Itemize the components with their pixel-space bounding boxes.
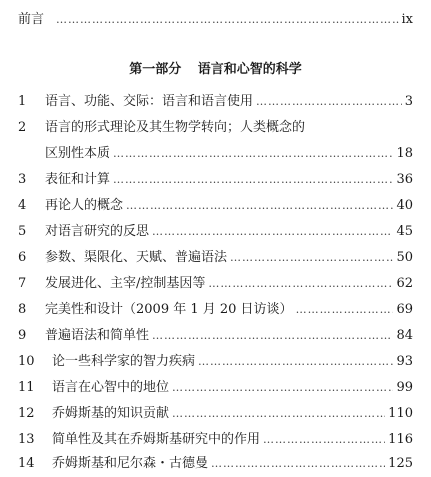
toc-entry-number: 3 [18, 172, 27, 187]
toc-entry[interactable] [0, 328, 431, 344]
toc-page-number: 99 [396, 380, 413, 395]
toc-entry-title: 简单性及其在乔姆斯基研究中的作用 [52, 432, 261, 447]
toc-dot-leader [256, 94, 402, 110]
toc-page-number: 3 [404, 94, 413, 109]
toc-entry[interactable] [0, 302, 431, 318]
toc-entry[interactable] [0, 224, 431, 240]
toc-page-number: 84 [396, 328, 413, 343]
toc-entry-title: 论一些科学家的智力疾病 [52, 354, 196, 369]
toc-entry[interactable] [0, 432, 431, 448]
toc-entry-number: 10 [18, 354, 35, 369]
toc-entry-title-continued: 区别性本质 [45, 146, 111, 161]
toc-entry[interactable] [0, 94, 431, 110]
toc-preface-entry[interactable] [0, 12, 431, 28]
toc-dot-leader [152, 224, 393, 240]
toc-entry-title: 语言在心智中的地位 [52, 380, 170, 395]
toc-entry-title: 发展进化、主宰/控制基因等 [45, 276, 206, 291]
toc-page-number: ix [401, 12, 413, 27]
toc-entry[interactable] [0, 250, 431, 266]
toc-entry-continuation[interactable] [0, 146, 431, 162]
toc-page-number: 18 [396, 146, 413, 161]
toc-dot-leader [211, 456, 385, 472]
toc-dot-leader [126, 198, 393, 214]
toc-page-number: 116 [388, 432, 413, 447]
toc-entry[interactable] [0, 456, 431, 472]
toc-page-number: 40 [396, 198, 413, 213]
toc-page-number: 93 [396, 354, 413, 369]
toc-entry[interactable] [0, 406, 431, 422]
toc-entry-title: 完美性和设计（2009 年 1 月 20 日访谈） [45, 302, 293, 317]
toc-dot-leader [230, 250, 393, 266]
toc-dot-leader [172, 380, 393, 396]
toc-preface-title: 前言 [18, 12, 45, 27]
toc-dot-leader [208, 276, 393, 292]
toc-dot-leader [296, 302, 394, 318]
toc-entry-title: 乔姆斯基的知识贡献 [52, 406, 170, 421]
toc-entry[interactable] [0, 198, 431, 214]
toc-entry[interactable] [0, 120, 431, 136]
toc-dot-leader [113, 146, 393, 162]
toc-page-number: 110 [388, 406, 413, 421]
toc-entry-number: 13 [18, 432, 35, 447]
toc-dot-leader [263, 432, 385, 448]
toc-entry-title: 语言、功能、交际：语言和语言使用 [45, 94, 254, 109]
toc-entry-title: 对语言研究的反思 [45, 224, 150, 239]
toc-entry-number: 12 [18, 406, 35, 421]
toc-entry-number: 5 [18, 224, 27, 239]
toc-page-number: 36 [396, 172, 413, 187]
toc-dot-leader [152, 328, 393, 344]
toc-entry-number: 14 [18, 456, 35, 471]
toc-page-number: 62 [396, 276, 413, 291]
toc-entry-title: 语言的形式理论及其生物学转向；人类概念的 [45, 120, 306, 135]
toc-entry[interactable] [0, 380, 431, 396]
toc-page-number: 45 [396, 224, 413, 239]
toc-entry-number: 1 [18, 94, 27, 109]
toc-dot-leader [56, 12, 398, 28]
toc-entry-title: 表征和计算 [45, 172, 111, 187]
toc-dot-leader [172, 406, 385, 422]
toc-page-number: 125 [388, 456, 413, 471]
toc-entry-number: 2 [18, 120, 27, 135]
toc-dot-leader [198, 354, 393, 370]
part-title: 语言和心智的科学 [197, 62, 302, 77]
part-label: 第一部分 [129, 62, 182, 77]
toc-entry-number: 9 [18, 328, 27, 343]
toc-entry-title: 乔姆斯基和尼尔森・古德曼 [52, 456, 209, 471]
toc-entry[interactable] [0, 276, 431, 292]
toc-entry-number: 8 [18, 302, 27, 317]
toc-entry-title: 再论人的概念 [45, 198, 124, 213]
toc-dot-leader [113, 172, 393, 188]
part-heading [0, 58, 431, 77]
toc-entry-number: 11 [18, 380, 35, 395]
toc-entry-number: 4 [18, 198, 27, 213]
toc-entry[interactable] [0, 172, 431, 188]
toc-entry-number: 7 [18, 276, 27, 291]
toc-entry[interactable] [0, 354, 431, 370]
toc-page-number: 50 [396, 250, 413, 265]
toc-page-number: 69 [396, 302, 413, 317]
toc-entry-title: 普遍语法和简单性 [45, 328, 150, 343]
toc-entry-title: 参数、渠限化、天赋、普遍语法 [45, 250, 228, 265]
toc-entry-number: 6 [18, 250, 27, 265]
